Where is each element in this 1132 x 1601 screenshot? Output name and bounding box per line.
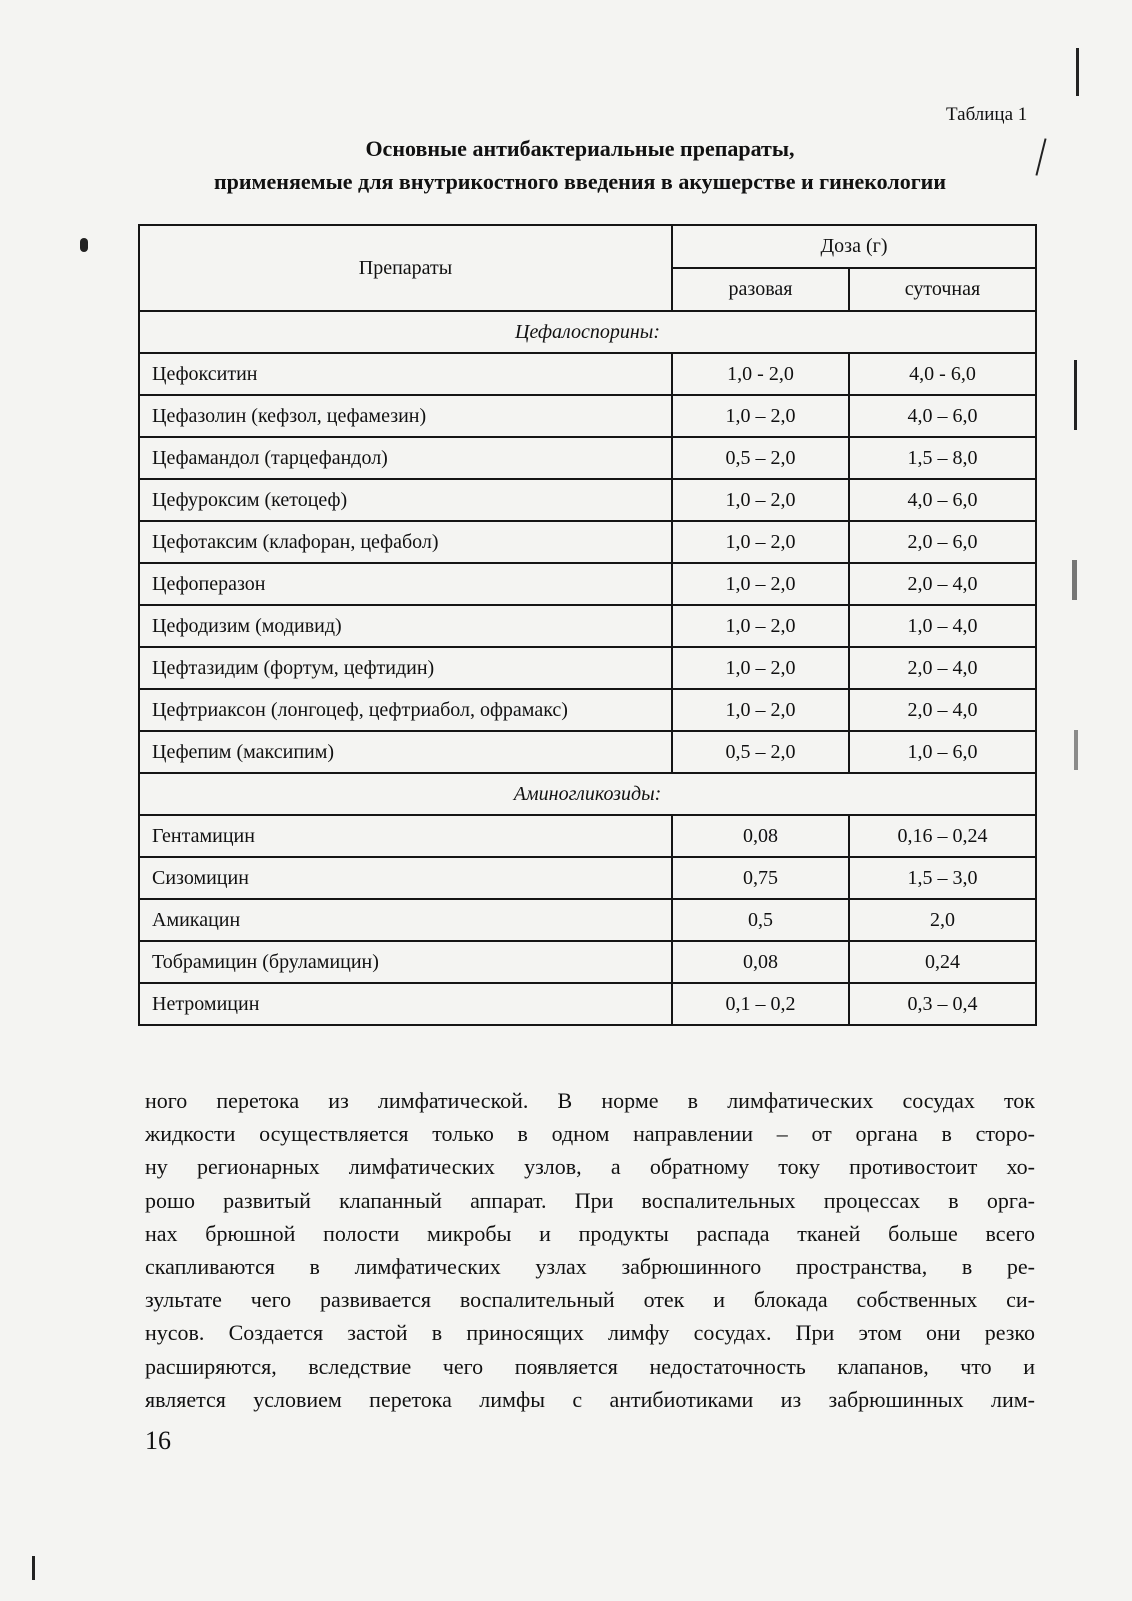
- body-text-line: ну регионарных лимфатических узлов, а обратному току противостоит хо-: [145, 1154, 1035, 1180]
- drug-name: Цефамандол (тарцефандол): [139, 437, 672, 479]
- single-dose: 0,5: [672, 899, 849, 941]
- section-title: Аминогликозиды:: [139, 773, 1036, 815]
- antibiotics-table: [138, 224, 1037, 1026]
- drug-name: Гентамицин: [139, 815, 672, 857]
- table-row: [139, 941, 1036, 983]
- drug-name: Цефазолин (кефзол, цефамезин): [139, 395, 672, 437]
- drug-name: Цефодизим (модивид): [139, 605, 672, 647]
- drug-name: Цефтриаксон (лонгоцеф, цефтриабол, офрамакс): [139, 689, 672, 731]
- table-row: [139, 815, 1036, 857]
- table-row: [139, 983, 1036, 1025]
- daily-dose: 2,0 – 4,0: [849, 563, 1036, 605]
- table-row: [139, 563, 1036, 605]
- table-row: [139, 731, 1036, 773]
- daily-dose: 4,0 – 6,0: [849, 395, 1036, 437]
- body-text: [145, 1084, 1035, 1416]
- daily-dose: 1,5 – 8,0: [849, 437, 1036, 479]
- drug-name: Тобрамицин (бруламицин): [139, 941, 672, 983]
- drug-name: Цефоперазон: [139, 563, 672, 605]
- daily-dose: 0,16 – 0,24: [849, 815, 1036, 857]
- scan-mark: [80, 238, 88, 252]
- section-row: [139, 311, 1036, 353]
- drug-name: Амикацин: [139, 899, 672, 941]
- single-dose: 1,0 – 2,0: [672, 479, 849, 521]
- single-dose: 1,0 – 2,0: [672, 395, 849, 437]
- table-row: [139, 479, 1036, 521]
- single-dose: 1,0 – 2,0: [672, 689, 849, 731]
- daily-dose: 4,0 – 6,0: [849, 479, 1036, 521]
- header-drugs: Препараты: [139, 225, 672, 311]
- table-body: [139, 311, 1036, 1025]
- table-row: [139, 647, 1036, 689]
- daily-dose: 1,5 – 3,0: [849, 857, 1036, 899]
- drug-name: Цефотаксим (клафоран, цефабол): [139, 521, 672, 563]
- single-dose: 0,75: [672, 857, 849, 899]
- daily-dose: 2,0: [849, 899, 1036, 941]
- scan-mark: [1072, 560, 1077, 600]
- daily-dose: 2,0 – 4,0: [849, 647, 1036, 689]
- daily-dose: 1,0 – 4,0: [849, 605, 1036, 647]
- single-dose: 1,0 – 2,0: [672, 647, 849, 689]
- scan-mark: [1074, 730, 1078, 770]
- body-text-line: зультате чего развивается воспалительный отек и блокада собственных си-: [145, 1287, 1035, 1313]
- daily-dose: 0,24: [849, 941, 1036, 983]
- scan-mark: [1076, 48, 1079, 96]
- scan-mark: [1074, 360, 1077, 430]
- body-text-line: рошо развитый клапанный аппарат. При воспалительных процессах в орга-: [145, 1187, 1035, 1213]
- body-text-line: нах брюшной полости микробы и продукты распада тканей больше всего: [145, 1220, 1035, 1246]
- section-title: Цефалоспорины:: [139, 311, 1036, 353]
- table-row: [139, 395, 1036, 437]
- body-text-line: скапливаются в лимфатических узлах забрюшинного пространства, в ре-: [145, 1254, 1035, 1280]
- scan-mark: [32, 1556, 35, 1580]
- table-row: [139, 437, 1036, 479]
- single-dose: 1,0 - 2,0: [672, 353, 849, 395]
- single-dose: 0,1 – 0,2: [672, 983, 849, 1025]
- table-row: [139, 689, 1036, 731]
- daily-dose: 1,0 – 6,0: [849, 731, 1036, 773]
- drug-name: Нетромицин: [139, 983, 672, 1025]
- single-dose: 0,08: [672, 815, 849, 857]
- drug-name: Сизомицин: [139, 857, 672, 899]
- table-label: Таблица 1: [946, 104, 1028, 125]
- body-text-line: является условием перетока лимфы с антибиотиками из забрюшинных лим-: [145, 1386, 1035, 1412]
- drug-name: Цефтазидим (фортум, цефтидин): [139, 647, 672, 689]
- header-single-dose: разовая: [672, 268, 849, 311]
- table-row: [139, 353, 1036, 395]
- table-title-line-1: Основные антибактериальные препараты,: [365, 136, 795, 161]
- single-dose: 0,08: [672, 941, 849, 983]
- body-text-line: ного перетока из лимфатической. В норме в лимфатических сосудах ток: [145, 1088, 1035, 1113]
- body-text-line: расширяются, вследствие чего появляется недостаточность клапанов, что и: [145, 1353, 1035, 1379]
- header-daily-dose: суточная: [849, 268, 1036, 311]
- table-row: [139, 605, 1036, 647]
- drug-name: Цефуроксим (кетоцеф): [139, 479, 672, 521]
- table-row: [139, 521, 1036, 563]
- daily-dose: 4,0 - 6,0: [849, 353, 1036, 395]
- table-title-line-2: применяемые для внутрикостного введения в акушерстве и гинекологии: [213, 169, 947, 194]
- single-dose: 1,0 – 2,0: [672, 521, 849, 563]
- daily-dose: 2,0 – 4,0: [849, 689, 1036, 731]
- single-dose: 0,5 – 2,0: [672, 731, 849, 773]
- single-dose: 0,5 – 2,0: [672, 437, 849, 479]
- header-dose: Доза (г): [672, 225, 1036, 268]
- section-row: [139, 773, 1036, 815]
- drug-name: Цефокситин: [139, 353, 672, 395]
- body-text-line: жидкости осуществляется только в одном направлении – от органа в сторо-: [145, 1121, 1035, 1147]
- single-dose: 1,0 – 2,0: [672, 605, 849, 647]
- page-number: 16: [145, 1426, 171, 1455]
- daily-dose: 2,0 – 6,0: [849, 521, 1036, 563]
- single-dose: 1,0 – 2,0: [672, 563, 849, 605]
- table-row: [139, 899, 1036, 941]
- body-text-line: нусов. Создается застой в приносящих лимфу сосудах. При этом они резко: [145, 1320, 1035, 1346]
- table-row: [139, 857, 1036, 899]
- drug-name: Цефепим (максипим): [139, 731, 672, 773]
- daily-dose: 0,3 – 0,4: [849, 983, 1036, 1025]
